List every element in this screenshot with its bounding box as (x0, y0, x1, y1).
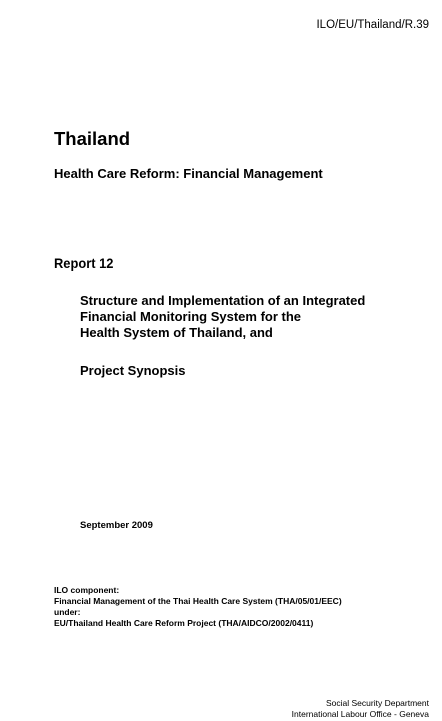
footer-organization: International Labour Office - Geneva (291, 709, 429, 719)
ilo-component-block (54, 585, 342, 629)
report-title-line: Structure and Implementation of an Integrated (80, 293, 366, 308)
footer (292, 698, 429, 720)
report-series-title: Health Care Reform: Financial Management (54, 166, 323, 181)
report-title-line: Health System of Thailand, and (80, 325, 273, 340)
project-name: EU/Thailand Health Care Reform Project (THA/AIDCO/2002/0411) (54, 618, 314, 628)
report-number: Report 12 (54, 255, 114, 271)
report-title-line: Financial Monitoring System for the (80, 309, 302, 324)
project-synopsis-heading: Project Synopsis (80, 363, 186, 378)
ilo-component-label: ILO component: (54, 585, 120, 595)
under-label: under: (54, 607, 81, 617)
footer-department: Social Security Department (326, 698, 429, 708)
country-title: Thailand (54, 128, 131, 149)
publication-date: September 2009 (80, 520, 153, 531)
ilo-component-name: Financial Management of the Thai Health Care System (THA/05/01/EEC) (54, 596, 342, 606)
report-title (80, 293, 365, 341)
document-reference: ILO/EU/Thailand/R.39 (316, 19, 429, 31)
